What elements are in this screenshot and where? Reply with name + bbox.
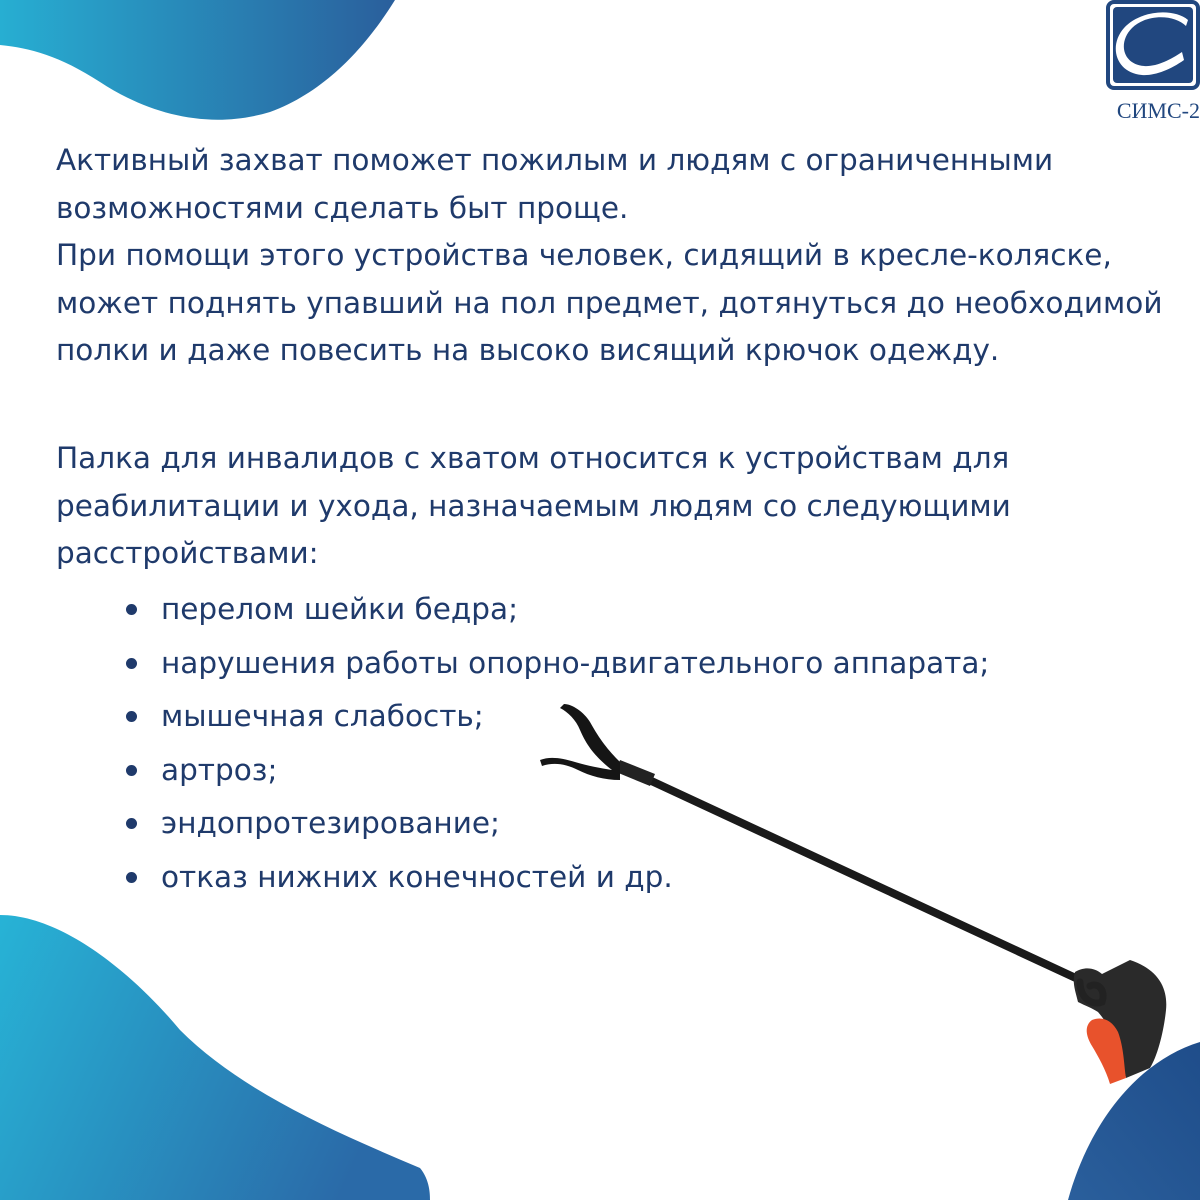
- bullet-icon: [126, 872, 137, 883]
- bullet-icon: [126, 604, 137, 615]
- bullet-icon: [126, 658, 137, 669]
- intro-paragraph-1: Активный захват поможет пожилым и людям с ограниченными возможностями сделать быт проще.: [56, 143, 1054, 225]
- decor-blob-top-left: [0, 0, 400, 130]
- list-item-text: перелом шейки бедра;: [161, 592, 519, 626]
- conditions-intro: [56, 435, 1181, 578]
- list-item-text: отказ нижних конечностей и др.: [161, 859, 673, 894]
- bullet-icon: [126, 711, 137, 722]
- bullet-icon: [126, 818, 137, 829]
- decor-blob-bottom-left: [0, 900, 440, 1200]
- list-item-text: артроз;: [161, 752, 278, 787]
- list-item-text: нарушения работы опорно-двигательного аппарата;: [161, 645, 990, 680]
- reacher-grabber-image: [520, 690, 1180, 1090]
- list-item: [126, 637, 989, 691]
- brand-logo: [1104, 0, 1200, 124]
- list-item-text: эндопротезирование;: [161, 806, 500, 840]
- logo-text: СИМС-2: [1116, 98, 1200, 123]
- intro-text: [56, 137, 1181, 375]
- intro-paragraph-2: При помощи этого устройства человек, сидящий в кресле-коляске, может поднять упавший на пол предмет, дотянуться до необходимой полки и даже повесить на высоко висящий крючок одежду.: [56, 238, 1163, 367]
- logo-s-emblem-icon: [1104, 0, 1200, 96]
- bullet-icon: [126, 765, 137, 776]
- list-item: [126, 583, 989, 637]
- conditions-paragraph: Палка для инвалидов с хватом относится к устройствам для реабилитации и ухода, назначаемым людям со следующими расстройствами:: [56, 441, 1011, 570]
- list-item-text: мышечная слабость;: [161, 699, 484, 733]
